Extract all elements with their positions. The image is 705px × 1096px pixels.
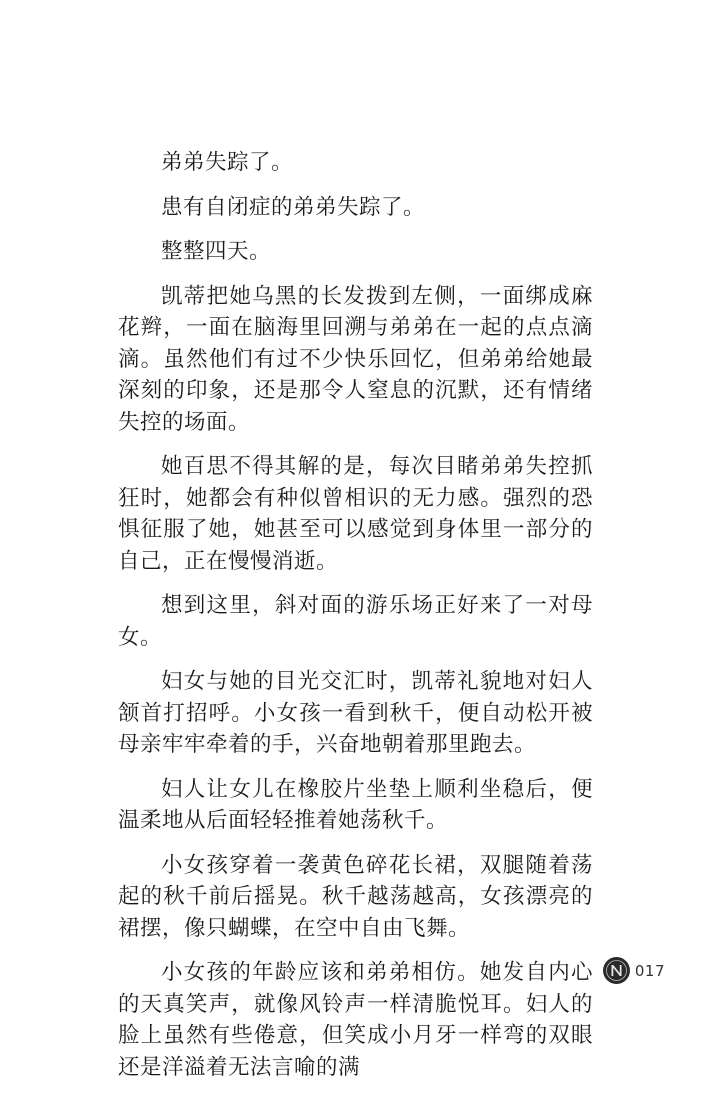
paragraph: 想到这里，斜对面的游乐场正好来了一对母女。 xyxy=(118,593,593,650)
publisher-logo-icon xyxy=(603,957,630,984)
paragraph: 妇女与她的目光交汇时，凯蒂礼貌地对妇人颔首打招呼。小女孩一看到秋千，便自动松开被母亲牢牢牵着的手，兴奋地朝着那里跑去。 xyxy=(118,669,593,757)
paragraph: 妇人让女儿在橡胶片坐垫上顺利坐稳后，便温柔地从后面轻轻推着她荡秋千。 xyxy=(118,776,593,833)
paragraph: 她百思不得其解的是，每次目睹弟弟失控抓狂时，她都会有种似曾相识的无力感。强烈的恐惧征服了她，她甚至可以感觉到身体里一部分的自己，正在慢慢消逝。 xyxy=(118,454,593,574)
paragraph: 凯蒂把她乌黑的长发拨到左侧，一面绑成麻花辫，一面在脑海里回溯与弟弟在一起的点点滴滴。虽然他们有过不少快乐回忆，但弟弟给她最深刻的印象，还是那令人窒息的沉默，还有情绪失控的场面。 xyxy=(118,283,593,435)
body-text xyxy=(118,147,593,1096)
paragraph: 整整四天。 xyxy=(161,239,272,264)
paragraph: 弟弟失踪了。 xyxy=(161,150,294,175)
paragraph: 小女孩的年龄应该和弟弟相仿。她发自内心的天真笑声，就像风铃声一样清脆悦耳。妇人的脸上虽然有些倦意，但笑成小月牙一样弯的双眼还是洋溢着无法言喻的满 xyxy=(118,960,593,1080)
page-footer xyxy=(603,957,665,984)
paragraph: 小女孩穿着一袭黄色碎花长裙，双腿随着荡起的秋千前后摇晃。秋千越荡越高，女孩漂亮的裙摆，像只蝴蝶，在空中自由飞舞。 xyxy=(118,852,593,941)
paragraph: 患有自闭症的弟弟失踪了。 xyxy=(161,194,426,220)
page-number: 017 xyxy=(634,961,665,980)
